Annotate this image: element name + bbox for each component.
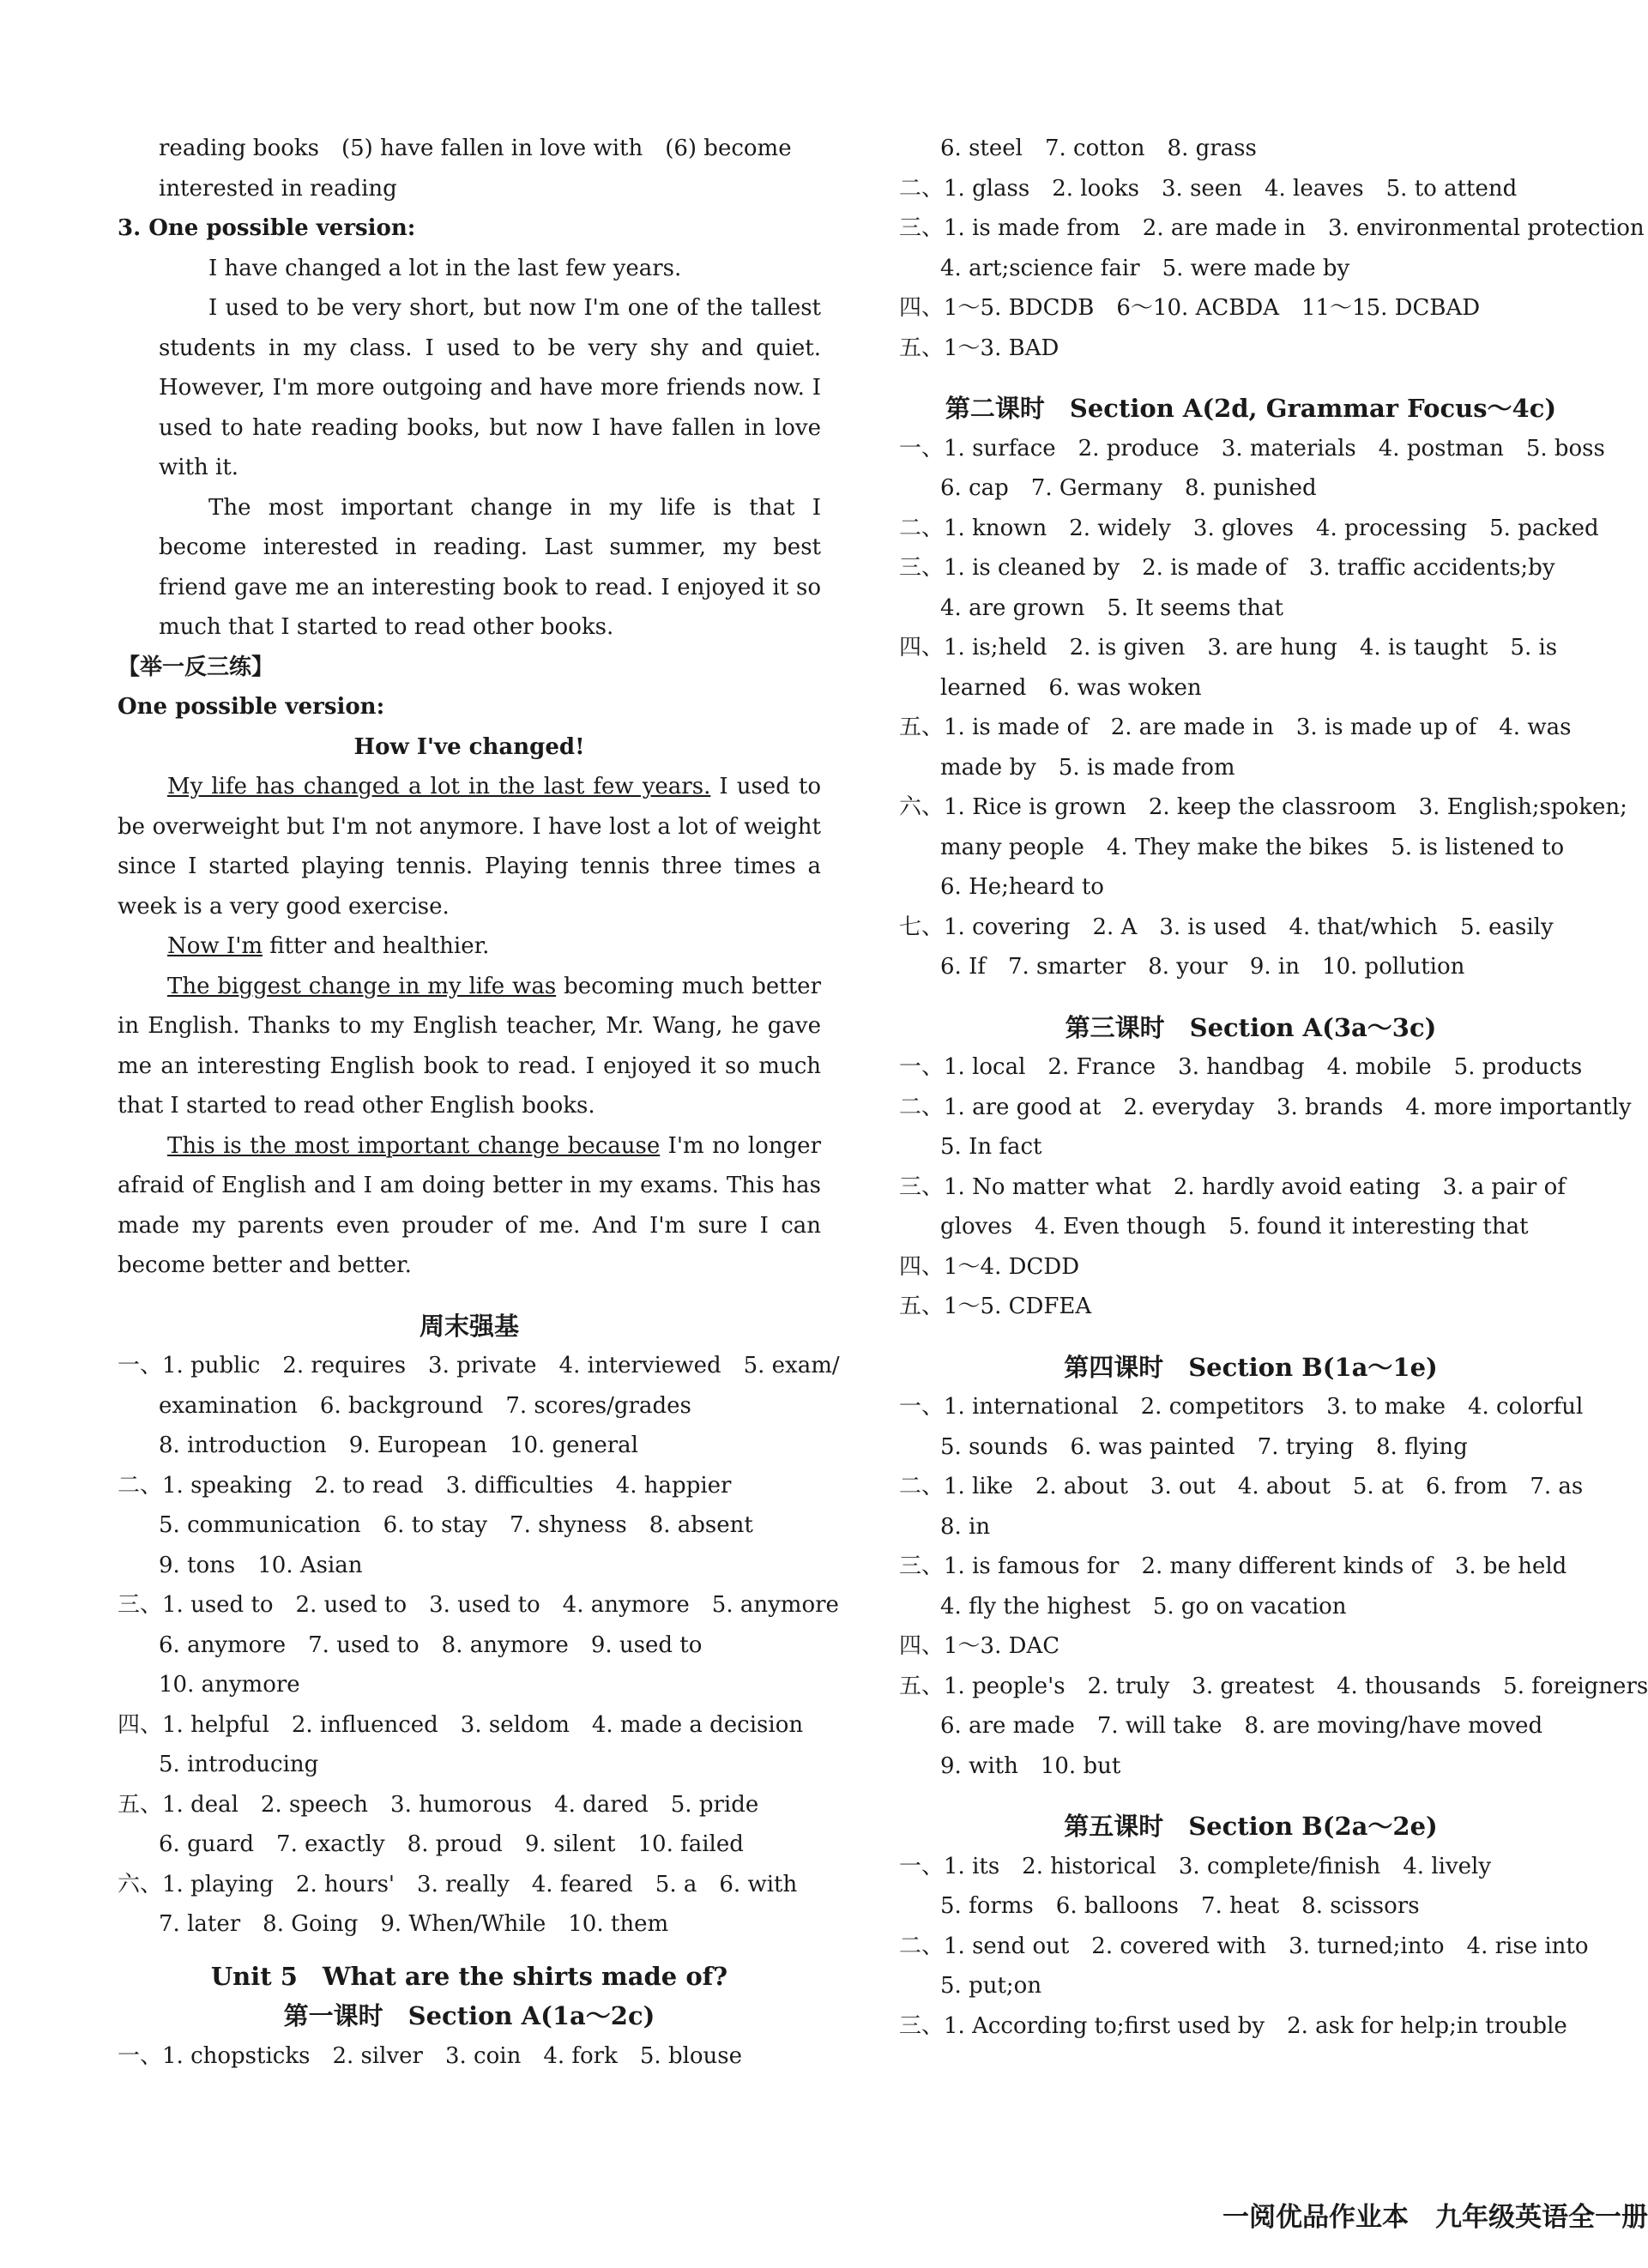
answer-line: 4. are grown 5. It seems that	[940, 594, 1283, 621]
essay-paragraph	[118, 967, 821, 1126]
answer-line: 一、1. surface 2. produce 3. materials 4. postman 5. boss	[899, 435, 1605, 461]
answer-line: 六、1. Rice is grown 2. keep the classroom 3. English;spoken;	[899, 794, 1627, 820]
right-column	[899, 129, 1648, 2046]
answer-line: interested in reading	[159, 175, 397, 202]
answer-line: 四、1～4. DCDD	[899, 1253, 1080, 1280]
answer-line: 三、1. No matter what 2. hardly avoid eating 3. a pair of	[899, 1173, 1566, 1200]
answer-line: 9. with 10. but	[940, 1752, 1121, 1779]
lesson-heading: 第三课时 Section A(3a～3c)	[1065, 1012, 1437, 1042]
answer-line: 7. later 8. Going 9. When/While 10. them	[159, 1911, 669, 1937]
lesson-heading: 第一课时 Section A(1a～2c)	[283, 2001, 655, 2030]
answer-line: 五、1. people's 2. truly 3. greatest 4. thousands 5. foreigners	[899, 1673, 1648, 1699]
answer-line: 二、1. known 2. widely 3. gloves 4. processing 5. packed	[899, 515, 1599, 541]
essay-text: I'm no longer afraid of English and I am doing better in my exams. This has made my parents even prouder of me. And I'm sure I can become better and better.	[118, 1132, 822, 1278]
answer-line: 8. introduction 9. European 10. general	[159, 1433, 638, 1458]
answer-line: 6. cap 7. Germany 8. punished	[940, 475, 1317, 501]
essay-paragraph: I used to be very short, but now I'm one of the tallest students in my class. I used to be very shy and quiet. However, I'm more outgoing and have more friends now. I used to hate reading books, but now I have fallen in love with it.	[159, 295, 821, 480]
answer-line: 6. guard 7. exactly 8. proud 9. silent 10. failed	[159, 1831, 744, 1857]
answer-line: 三、1. is famous for 2. many different kinds of 3. be held	[899, 1553, 1567, 1579]
answer-line: 一、1. public 2. requires 3. private 4. interviewed 5. exam/	[118, 1353, 840, 1378]
left-column	[118, 129, 840, 2076]
answer-line: 七、1. covering 2. A 3. is used 4. that/which 5. easily	[899, 914, 1554, 940]
answer-line: 五、1～5. CDFEA	[899, 1294, 1092, 1319]
answer-line: One possible version:	[118, 694, 385, 720]
answer-line: 二、1. are good at 2. everyday 3. brands 4. more importantly	[899, 1094, 1632, 1120]
answer-line: 6. are made 7. will take 8. are moving/have moved	[940, 1713, 1543, 1739]
section-label: 【举一反三练】	[118, 654, 275, 680]
essay-paragraph	[118, 767, 821, 926]
answer-line: 8. in	[940, 1513, 991, 1540]
answer-line: 3. One possible version:	[118, 215, 416, 241]
answer-line: 6. If 7. smarter 8. your 9. in 10. pollution	[940, 954, 1465, 980]
answer-line: 四、1～3. DAC	[899, 1633, 1060, 1659]
underlined-phrase: My life has changed a lot in the last few years.	[167, 774, 711, 799]
answer-line: 三、1. used to 2. used to 3. used to 4. anymore 5. anymore	[118, 1592, 839, 1618]
answer-line: 六、1. playing 2. hours' 3. really 4. feared 5. a 6. with	[118, 1871, 798, 1897]
answer-line: 5. put;on	[940, 1973, 1042, 1999]
answer-line: 4. fly the highest 5. go on vacation	[940, 1593, 1347, 1620]
answer-line: 4. art;science fair 5. were made by	[940, 255, 1350, 281]
answer-line: 二、1. speaking 2. to read 3. difficulties 4. happier	[118, 1472, 732, 1499]
answer-line: gloves 4. Even though 5. found it interesting that	[940, 1214, 1529, 1240]
unit-heading: Unit 5 What are the shirts made of?	[210, 1961, 728, 1991]
answer-line: 5. introducing	[159, 1752, 319, 1777]
answer-line: 5. forms 6. balloons 7. heat 8. scissors	[940, 1893, 1420, 1919]
lesson-heading: 第五课时 Section B(2a～2e)	[1064, 1812, 1438, 1841]
answer-line: made by 5. is made from	[940, 754, 1235, 781]
answer-line: 9. tons 10. Asian	[159, 1552, 363, 1578]
answer-line: 10. anymore	[159, 1672, 300, 1698]
answer-line: 四、1. is;held 2. is given 3. are hung 4. is taught 5. is	[899, 635, 1558, 660]
section-heading: 周末强基	[419, 1311, 519, 1341]
answer-line: 6. He;heard to	[940, 874, 1104, 900]
essay-text: I used to be overweight but I'm not anymore. I have lost a lot of weight since I started playing tennis. Playing tennis three times a week is a very good exercise.	[118, 774, 821, 920]
answer-line: 6. anymore 7. used to 8. anymore 9. used to	[159, 1632, 703, 1658]
answer-line: 五、1. is made of 2. are made in 3. is made up of 4. was	[899, 715, 1572, 740]
answer-line: 三、1. is cleaned by 2. is made of 3. traffic accidents;by	[899, 555, 1555, 581]
answer-line: 一、1. chopsticks 2. silver 3. coin 4. fork 5. blouse	[118, 2042, 743, 2069]
answer-line: 四、1～5. BDCDB 6～10. ACBDA 11～15. DCBAD	[899, 295, 1481, 321]
answer-line: 一、1. its 2. historical 3. complete/finish 4. lively	[899, 1853, 1492, 1879]
lesson-heading: 第四课时 Section B(1a～1e)	[1064, 1352, 1438, 1382]
answer-line: learned 6. was woken	[940, 674, 1202, 701]
answer-line: 二、1. glass 2. looks 3. seen 4. leaves 5. to attend	[899, 175, 1518, 202]
answer-line: 5. sounds 6. was painted 7. trying 8. flying	[940, 1433, 1468, 1460]
underlined-phrase: The biggest change in my life was	[167, 973, 557, 999]
essay-text: fitter and healthier.	[263, 933, 490, 959]
answer-line: 五、1. deal 2. speech 3. humorous 4. dared 5. pride	[118, 1791, 759, 1818]
answer-line: 二、1. like 2. about 3. out 4. about 5. at 6. from 7. as	[899, 1474, 1584, 1499]
page-footer: 一阅优品作业本 九年级英语全一册	[1222, 2202, 1648, 2233]
essay-paragraph: I have changed a lot in the last few years.	[208, 255, 682, 281]
answer-line: 三、1. is made from 2. are made in 3. environmental protection	[899, 215, 1645, 241]
underlined-phrase: Now I'm	[167, 933, 263, 959]
answer-line: 6. steel 7. cotton 8. grass	[940, 136, 1257, 161]
lesson-heading: 第二课时 Section A(2d, Grammar Focus～4c)	[945, 394, 1557, 423]
answer-line: examination 6. background 7. scores/grades	[159, 1392, 691, 1419]
underlined-phrase: This is the most important change because	[167, 1132, 661, 1159]
answer-line: 三、1. According to;first used by 2. ask for help;in trouble	[899, 2012, 1567, 2039]
essay-paragraph	[118, 926, 821, 967]
answer-line: 一、1. international 2. competitors 3. to make 4. colorful	[899, 1394, 1584, 1420]
answer-line: 5. communication 6. to stay 7. shyness 8. absent	[159, 1512, 753, 1538]
essay-title: How I've changed!	[353, 733, 585, 760]
answer-line: 一、1. local 2. France 3. handbag 4. mobile 5. products	[899, 1054, 1583, 1080]
answer-line: reading books (5) have fallen in love with (6) become	[159, 136, 792, 161]
answer-line: 四、1. helpful 2. influenced 3. seldom 4. made a decision	[118, 1711, 804, 1738]
answer-line: 5. In fact	[940, 1134, 1042, 1160]
answer-line: 五、1～3. BAD	[899, 335, 1059, 361]
essay-text: becoming much better in English. Thanks to my English teacher, Mr. Wang, he gave me an interesting English book to read. I enjoyed it so much that I started to read other English books.	[118, 973, 821, 1119]
answer-line: many people 4. They make the bikes 5. is listened to	[940, 834, 1565, 860]
essay-paragraph	[118, 1126, 821, 1286]
answer-line: 二、1. send out 2. covered with 3. turned;into 4. rise into	[899, 1933, 1589, 1959]
essay-paragraph: The most important change in my life is that I become interested in reading. Last summer, my best friend gave me an interesting book to read. I enjoyed it so much that I started to read other books.	[159, 494, 821, 640]
